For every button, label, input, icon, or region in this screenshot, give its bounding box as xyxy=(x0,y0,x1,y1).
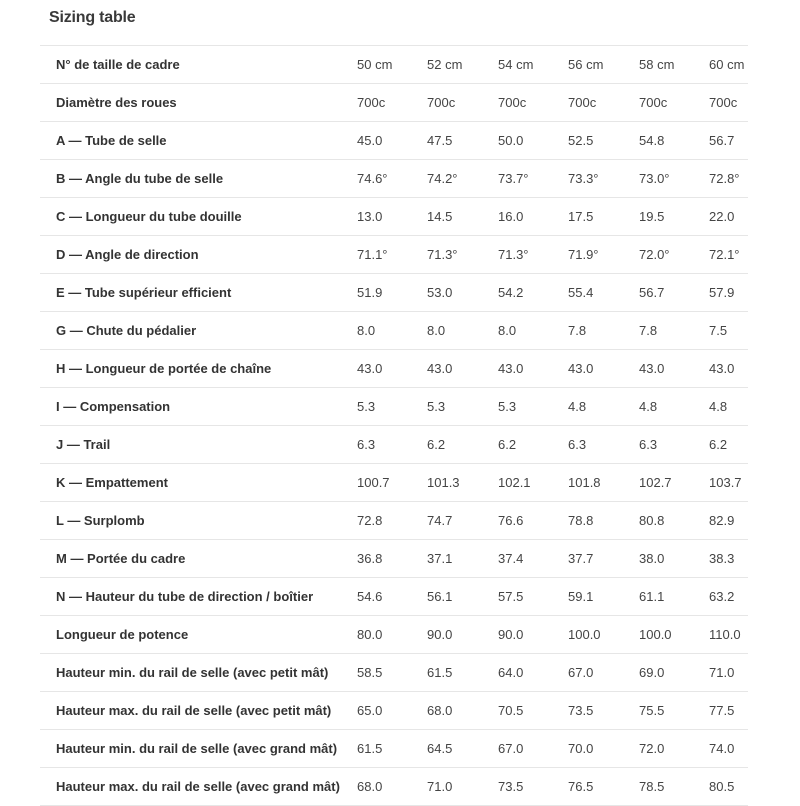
value-cell: 61.5 xyxy=(354,730,424,768)
table-row xyxy=(40,502,748,540)
row-label: Hauteur max. du rail de selle (avec petit mât) xyxy=(40,692,354,730)
table-body xyxy=(40,46,748,806)
row-label: K — Empattement xyxy=(40,464,354,502)
row-label: B — Angle du tube de selle xyxy=(40,160,354,198)
value-cell: 37.4 xyxy=(495,540,565,578)
table-row xyxy=(40,160,748,198)
row-label: I — Compensation xyxy=(40,388,354,426)
row-label: Hauteur max. du rail de selle (avec grand mât) xyxy=(40,768,354,806)
table-row xyxy=(40,198,748,236)
value-cell: 54.6 xyxy=(354,578,424,616)
table-row xyxy=(40,236,748,274)
table-row xyxy=(40,730,748,768)
table-row xyxy=(40,692,748,730)
value-cell: 700c xyxy=(354,84,424,122)
value-cell: 4.8 xyxy=(636,388,706,426)
value-cell: 78.5 xyxy=(636,768,706,806)
value-cell: 73.3° xyxy=(565,160,636,198)
value-cell: 6.2 xyxy=(424,426,495,464)
value-cell: 5.3 xyxy=(424,388,495,426)
table-row xyxy=(40,654,748,692)
value-cell: 77.5 xyxy=(706,692,748,730)
value-cell: 7.5 xyxy=(706,312,748,350)
sizing-table xyxy=(40,45,748,806)
value-cell: 82.9 xyxy=(706,502,748,540)
value-cell: 54.8 xyxy=(636,122,706,160)
value-cell: 70.0 xyxy=(565,730,636,768)
value-cell: 78.8 xyxy=(565,502,636,540)
value-cell: 53.0 xyxy=(424,274,495,312)
value-cell: 54.2 xyxy=(495,274,565,312)
value-cell: 7.8 xyxy=(565,312,636,350)
value-cell: 100.0 xyxy=(636,616,706,654)
table-row xyxy=(40,350,748,388)
value-cell: 700c xyxy=(706,84,748,122)
value-cell: 43.0 xyxy=(424,350,495,388)
value-cell: 8.0 xyxy=(495,312,565,350)
value-cell: 68.0 xyxy=(354,768,424,806)
value-cell: 90.0 xyxy=(495,616,565,654)
value-cell: 72.0 xyxy=(636,730,706,768)
value-cell: 4.8 xyxy=(706,388,748,426)
value-cell: 51.9 xyxy=(354,274,424,312)
value-cell: 59.1 xyxy=(565,578,636,616)
value-cell: 63.2 xyxy=(706,578,748,616)
value-cell: 71.3° xyxy=(424,236,495,274)
row-label: N — Hauteur du tube de direction / boîtier xyxy=(40,578,354,616)
value-cell: 73.7° xyxy=(495,160,565,198)
value-cell: 700c xyxy=(636,84,706,122)
value-cell: 56.1 xyxy=(424,578,495,616)
size-header-cell: 56 cm xyxy=(565,46,636,84)
value-cell: 6.3 xyxy=(354,426,424,464)
value-cell: 38.0 xyxy=(636,540,706,578)
value-cell: 69.0 xyxy=(636,654,706,692)
row-label: G — Chute du pédalier xyxy=(40,312,354,350)
row-label: D — Angle de direction xyxy=(40,236,354,274)
value-cell: 14.5 xyxy=(424,198,495,236)
value-cell: 47.5 xyxy=(424,122,495,160)
value-cell: 73.5 xyxy=(565,692,636,730)
value-cell: 43.0 xyxy=(706,350,748,388)
value-cell: 71.0 xyxy=(706,654,748,692)
value-cell: 37.7 xyxy=(565,540,636,578)
value-cell: 73.0° xyxy=(636,160,706,198)
value-cell: 71.0 xyxy=(424,768,495,806)
value-cell: 22.0 xyxy=(706,198,748,236)
value-cell: 65.0 xyxy=(354,692,424,730)
value-cell: 101.8 xyxy=(565,464,636,502)
value-cell: 36.8 xyxy=(354,540,424,578)
value-cell: 67.0 xyxy=(495,730,565,768)
row-label: J — Trail xyxy=(40,426,354,464)
value-cell: 50.0 xyxy=(495,122,565,160)
value-cell: 57.9 xyxy=(706,274,748,312)
value-cell: 13.0 xyxy=(354,198,424,236)
value-cell: 67.0 xyxy=(565,654,636,692)
table-row xyxy=(40,464,748,502)
value-cell: 75.5 xyxy=(636,692,706,730)
value-cell: 74.0 xyxy=(706,730,748,768)
row-label: H — Longueur de portée de chaîne xyxy=(40,350,354,388)
value-cell: 43.0 xyxy=(565,350,636,388)
value-cell: 61.5 xyxy=(424,654,495,692)
size-header-cell: 50 cm xyxy=(354,46,424,84)
value-cell: 74.6° xyxy=(354,160,424,198)
value-cell: 76.5 xyxy=(565,768,636,806)
value-cell: 16.0 xyxy=(495,198,565,236)
value-cell: 55.4 xyxy=(565,274,636,312)
size-header-cell: 52 cm xyxy=(424,46,495,84)
value-cell: 102.7 xyxy=(636,464,706,502)
value-cell: 37.1 xyxy=(424,540,495,578)
table-row xyxy=(40,84,748,122)
value-cell: 72.1° xyxy=(706,236,748,274)
table-row xyxy=(40,312,748,350)
value-cell: 72.8 xyxy=(354,502,424,540)
value-cell: 7.8 xyxy=(636,312,706,350)
value-cell: 56.7 xyxy=(636,274,706,312)
value-cell: 6.2 xyxy=(495,426,565,464)
table-row xyxy=(40,426,748,464)
row-label: A — Tube de selle xyxy=(40,122,354,160)
value-cell: 90.0 xyxy=(424,616,495,654)
size-header-cell: 60 cm xyxy=(706,46,748,84)
value-cell: 19.5 xyxy=(636,198,706,236)
value-cell: 103.7 xyxy=(706,464,748,502)
value-cell: 80.8 xyxy=(636,502,706,540)
value-cell: 102.1 xyxy=(495,464,565,502)
table-row xyxy=(40,578,748,616)
value-cell: 43.0 xyxy=(354,350,424,388)
table-header-row xyxy=(40,46,748,84)
value-cell: 43.0 xyxy=(636,350,706,388)
row-label: Hauteur min. du rail de selle (avec grand mât) xyxy=(40,730,354,768)
value-cell: 700c xyxy=(565,84,636,122)
row-label: M — Portée du cadre xyxy=(40,540,354,578)
value-cell: 74.7 xyxy=(424,502,495,540)
row-label: L — Surplomb xyxy=(40,502,354,540)
value-cell: 700c xyxy=(495,84,565,122)
table-row xyxy=(40,274,748,312)
value-cell: 72.0° xyxy=(636,236,706,274)
value-cell: 45.0 xyxy=(354,122,424,160)
value-cell: 6.3 xyxy=(636,426,706,464)
value-cell: 4.8 xyxy=(565,388,636,426)
value-cell: 5.3 xyxy=(495,388,565,426)
value-cell: 700c xyxy=(424,84,495,122)
value-cell: 57.5 xyxy=(495,578,565,616)
size-header-cell: 58 cm xyxy=(636,46,706,84)
row-label: Hauteur min. du rail de selle (avec petit mât) xyxy=(40,654,354,692)
value-cell: 71.9° xyxy=(565,236,636,274)
value-cell: 64.5 xyxy=(424,730,495,768)
value-cell: 5.3 xyxy=(354,388,424,426)
value-cell: 17.5 xyxy=(565,198,636,236)
value-cell: 68.0 xyxy=(424,692,495,730)
value-cell: 8.0 xyxy=(424,312,495,350)
row-label: Diamètre des roues xyxy=(40,84,354,122)
page-title: Sizing table xyxy=(49,9,136,26)
row-label: E — Tube supérieur efficient xyxy=(40,274,354,312)
value-cell: 101.3 xyxy=(424,464,495,502)
value-cell: 52.5 xyxy=(565,122,636,160)
value-cell: 56.7 xyxy=(706,122,748,160)
row-label: Longueur de potence xyxy=(40,616,354,654)
value-cell: 6.3 xyxy=(565,426,636,464)
value-cell: 110.0 xyxy=(706,616,748,654)
value-cell: 64.0 xyxy=(495,654,565,692)
value-cell: 43.0 xyxy=(495,350,565,388)
table-row xyxy=(40,388,748,426)
table-row xyxy=(40,122,748,160)
value-cell: 73.5 xyxy=(495,768,565,806)
row-label: N° de taille de cadre xyxy=(40,46,354,84)
table-row xyxy=(40,540,748,578)
table-row xyxy=(40,616,748,654)
value-cell: 80.5 xyxy=(706,768,748,806)
value-cell: 71.3° xyxy=(495,236,565,274)
value-cell: 8.0 xyxy=(354,312,424,350)
value-cell: 100.7 xyxy=(354,464,424,502)
value-cell: 38.3 xyxy=(706,540,748,578)
value-cell: 70.5 xyxy=(495,692,565,730)
value-cell: 100.0 xyxy=(565,616,636,654)
value-cell: 80.0 xyxy=(354,616,424,654)
value-cell: 6.2 xyxy=(706,426,748,464)
value-cell: 71.1° xyxy=(354,236,424,274)
value-cell: 61.1 xyxy=(636,578,706,616)
row-label: C — Longueur du tube douille xyxy=(40,198,354,236)
value-cell: 74.2° xyxy=(424,160,495,198)
size-header-cell: 54 cm xyxy=(495,46,565,84)
value-cell: 58.5 xyxy=(354,654,424,692)
value-cell: 76.6 xyxy=(495,502,565,540)
value-cell: 72.8° xyxy=(706,160,748,198)
